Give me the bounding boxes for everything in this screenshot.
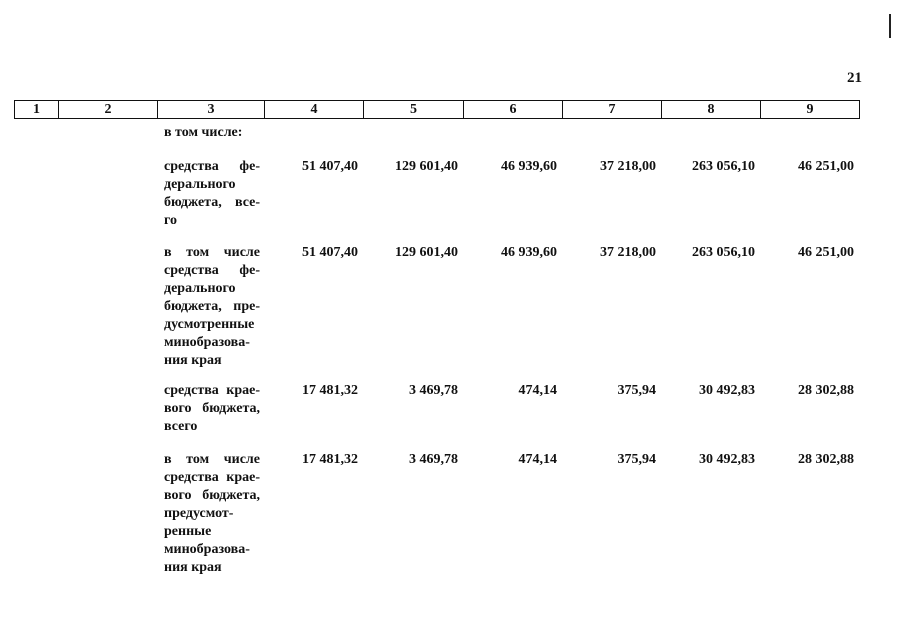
header-cell: 3	[158, 101, 265, 119]
value-cell: 46 939,60	[501, 245, 557, 260]
value-cell: 263 056,10	[692, 245, 755, 260]
value-cell: 129 601,40	[395, 245, 458, 260]
value-cell: 51 407,40	[302, 159, 358, 174]
header-cell: 2	[59, 101, 158, 119]
table-row	[14, 158, 859, 244]
value-cell: 37 218,00	[600, 245, 656, 260]
value-cell: 46 939,60	[501, 159, 557, 174]
value-cell: 375,94	[617, 383, 656, 398]
value-cell: 37 218,00	[600, 159, 656, 174]
intro-row	[14, 124, 859, 158]
value-cell: 263 056,10	[692, 159, 755, 174]
budget-table-body	[14, 124, 859, 577]
page-edge-mark	[889, 14, 891, 38]
header-cell: 7	[563, 101, 662, 119]
value-cell: 30 492,83	[699, 383, 755, 398]
value-cell: 51 407,40	[302, 245, 358, 260]
row-label: средства крае- вого бюджета, всего	[164, 383, 260, 434]
value-cell: 474,14	[518, 452, 557, 467]
value-cell: 474,14	[518, 383, 557, 398]
column-number-header	[14, 100, 860, 119]
header-row	[15, 101, 860, 119]
value-cell: 3 469,78	[409, 383, 458, 398]
value-cell: 28 302,88	[798, 452, 854, 467]
header-cell: 6	[464, 101, 563, 119]
row-label: средства фе- дерального бюджета, все- го	[164, 159, 260, 228]
table-row	[14, 244, 859, 382]
header-cell: 8	[662, 101, 761, 119]
header-cell: 5	[364, 101, 464, 119]
page-number: 21	[847, 70, 862, 86]
table-row	[14, 451, 859, 577]
value-cell: 3 469,78	[409, 452, 458, 467]
value-cell: 129 601,40	[395, 159, 458, 174]
header-cell: 9	[761, 101, 860, 119]
value-cell: 17 481,32	[302, 452, 358, 467]
table-row	[14, 382, 859, 451]
row-label: в том числе средства фе- дерального бюджета, пре- дусмотренные минобразова- ния края	[164, 245, 260, 368]
intro-label: в том числе:	[164, 125, 243, 140]
row-label: в том числе средства крае- вого бюджета, предусмот- ренные минобразова- ния края	[164, 452, 260, 575]
value-cell: 46 251,00	[798, 245, 854, 260]
header-cell: 4	[265, 101, 364, 119]
header-cell: 1	[15, 101, 59, 119]
value-cell: 30 492,83	[699, 452, 755, 467]
value-cell: 28 302,88	[798, 383, 854, 398]
value-cell: 46 251,00	[798, 159, 854, 174]
value-cell: 17 481,32	[302, 383, 358, 398]
value-cell: 375,94	[617, 452, 656, 467]
